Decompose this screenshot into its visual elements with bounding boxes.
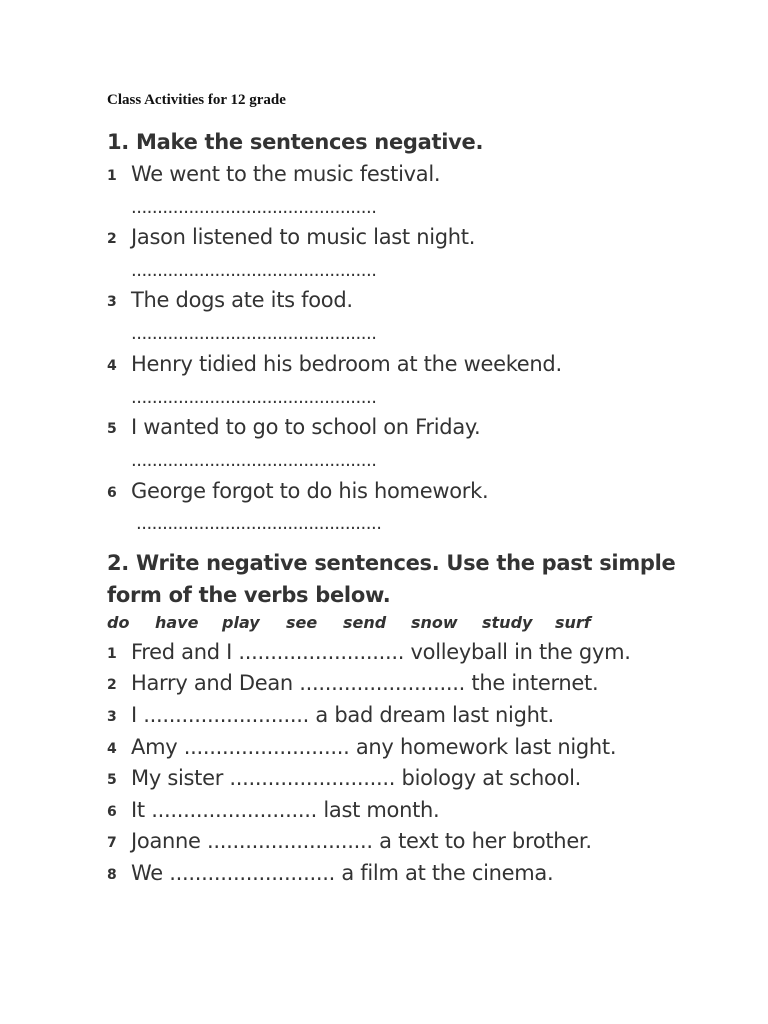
item-text: We went to the music festival. [131, 162, 441, 186]
item-number: 5 [107, 421, 117, 437]
verb-word: surf [555, 613, 591, 632]
list-item [107, 160, 440, 190]
list-item [107, 764, 581, 794]
verb-word: do [107, 613, 130, 632]
section1-heading: 1. Make the sentences negative. [107, 130, 484, 154]
list-item [107, 827, 592, 857]
item-number: 6 [107, 485, 117, 501]
section2-heading-line1: 2. Write negative sentences. Use the past simple [107, 551, 676, 575]
verb-word: play [222, 613, 260, 632]
answer-blank: ............................................... [136, 513, 382, 534]
item-number: 2 [107, 231, 117, 247]
list-item [107, 477, 488, 507]
item-number: 6 [107, 804, 117, 820]
item-text: It .......................... last month. [131, 798, 440, 822]
item-number: 3 [107, 709, 117, 725]
item-number: 5 [107, 772, 117, 788]
page-title: Class Activities for 12 grade [107, 92, 286, 108]
verb-word: send [343, 613, 387, 632]
item-text: Amy .......................... any homework last night. [131, 735, 617, 759]
answer-blank: ............................................... [131, 260, 377, 281]
list-item [107, 638, 631, 668]
item-text: My sister .......................... biology at school. [131, 766, 582, 790]
verb-word: see [286, 613, 318, 632]
item-number: 4 [107, 741, 117, 757]
item-number: 7 [107, 835, 117, 851]
item-number: 1 [107, 168, 117, 184]
item-number: 4 [107, 358, 117, 374]
item-text: I .......................... a bad dream last night. [131, 703, 554, 727]
item-text: George forgot to do his homework. [131, 479, 489, 503]
list-item [107, 223, 475, 253]
list-item [107, 701, 554, 731]
item-number: 2 [107, 677, 117, 693]
item-text: I wanted to go to school on Friday. [131, 415, 481, 439]
verb-list [107, 613, 595, 632]
verb-word: have [155, 613, 199, 632]
verb-word: snow [411, 613, 458, 632]
list-item [107, 413, 480, 443]
item-text: Harry and Dean .......................... the internet. [131, 671, 599, 695]
item-number: 8 [107, 867, 117, 883]
verb-word: study [482, 613, 533, 632]
item-text: Henry tidied his bedroom at the weekend. [131, 352, 562, 376]
list-item [107, 733, 616, 763]
item-text: Joanne .......................... a text to her brother. [131, 829, 592, 853]
list-item [107, 286, 353, 316]
item-number: 1 [107, 646, 117, 662]
item-text: The dogs ate its food. [131, 288, 353, 312]
answer-blank: ............................................... [131, 450, 377, 471]
answer-blank: ............................................... [131, 197, 377, 218]
item-text: Jason listened to music last night. [131, 225, 476, 249]
list-item [107, 669, 598, 699]
section2-heading-line2: form of the verbs below. [107, 583, 391, 607]
item-number: 3 [107, 294, 117, 310]
list-item [107, 796, 439, 826]
answer-blank: ............................................... [131, 387, 377, 408]
item-text: We .......................... a film at the cinema. [131, 861, 554, 885]
list-item [107, 859, 553, 889]
list-item [107, 350, 562, 380]
item-text: Fred and I .......................... volleyball in the gym. [131, 640, 631, 664]
answer-blank: ............................................... [131, 323, 377, 344]
